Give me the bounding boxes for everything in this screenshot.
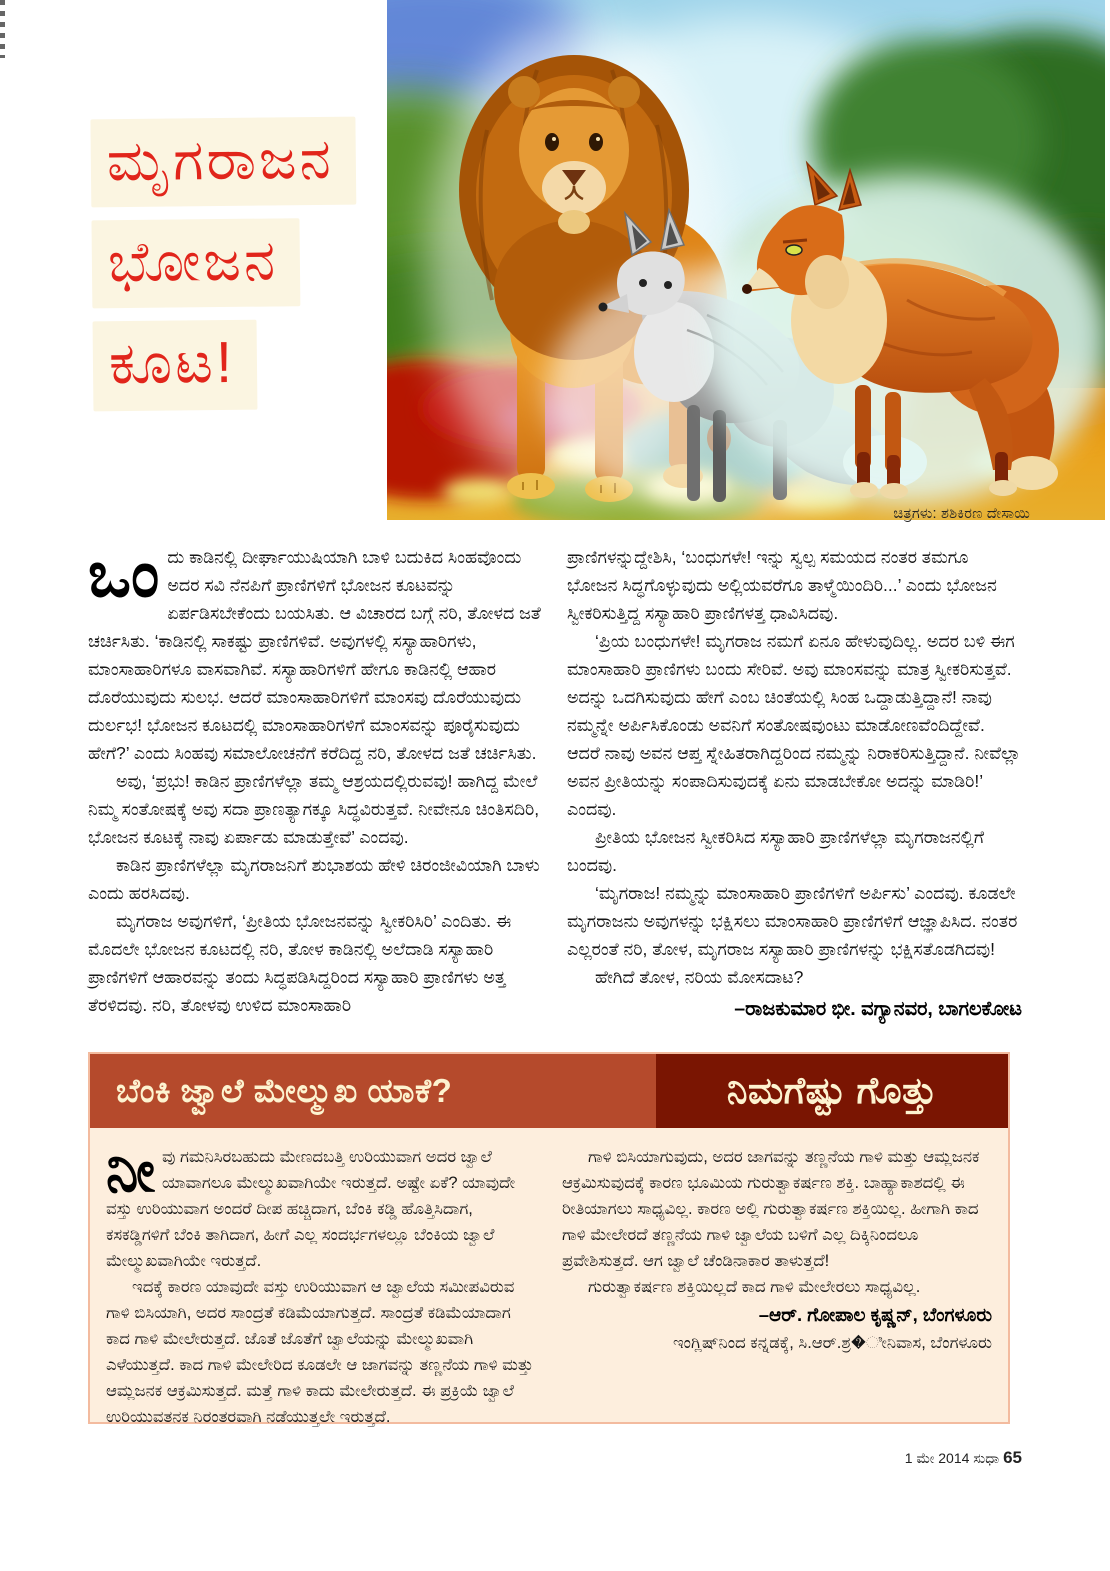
story-title-line-1: ಮೃಗರಾಜನ <box>90 117 356 208</box>
page-footer <box>905 1448 1022 1468</box>
paragraph: ಗುರುತ್ವಾಕರ್ಷಣ ಶಕ್ತಿಯಿಲ್ಲದೆ ಕಾದ ಗಾಳಿ ಮೇಲೇರಲು ಸಾಧ್ಯವಿಲ್ಲ. <box>588 1278 921 1296</box>
paragraph: ಮೃಗರಾಜ ಅವುಗಳಿಗೆ, ‘ಪ್ರೀತಿಯ ಭೋಜನವನ್ನು ಸ್ವೀಕರಿಸಿರಿ’ ಎಂದಿತು. ಈ ಮೊದಲೇ ಭೋಜನ ಕೂಟದಲ್ಲಿ ನರಿ, ತೋಳ ಕಾಡಿನಲ್ಲಿ ಅಲೆದಾಡಿ ಸಸ್ಯಾಹಾರಿ ಪ್ರಾಣಿಗಳಿಗೆ ಆಹಾರವನ್ನು ತಂದು ಸಿದ್ಧಪಡಿಸಿದ್ದರಿಂದ ಸಸ್ಯಾಹಾರಿ ಪ್ರಾಣಿಗಳು ಅತ್ತ ತೆರಳಿದವು. ನರಿ, ತೋಳವು ಉಳಿದ ಮಾಂಸಾಹಾರಿ <box>88 911 512 1015</box>
paragraph: ಅವು, ‘ಪ್ರಭು! ಕಾಡಿನ ಪ್ರಾಣಿಗಳೆಲ್ಲಾ ತಮ್ಮ ಆಶ್ರಯದಲ್ಲಿರುವವು! ಹಾಗಿದ್ದ ಮೇಲೆ ನಿಮ್ಮ ಸಂತೋಷಕ್ಕೆ ಅವು ಸದಾ ಪ್ರಾಣತ್ಯಾಗಕ್ಕೂ ಸಿದ್ಧವಿರುತ್ತವೆ. ನೀವೇನೂ ಚಿಂತಿಸದಿರಿ, ಭೋಜನ ಕೂಟಕ್ಕೆ ನಾವು ಏರ್ಪಾಡು ಮಾಡುತ್ತೇವೆ’ ಎಂದವು. <box>88 771 540 847</box>
story-right-column <box>567 543 1022 1023</box>
illustration-credit: ಚಿತ್ರಗಳು: ಶಶಿಕಿರಣ ದೇಸಾಯಿ <box>893 506 1030 522</box>
story-illustration <box>387 0 1105 520</box>
issue-date: 1 ಮೇ 2014 ಸುಧಾ <box>904 1450 1000 1466</box>
paragraph: ‘ಮೃಗರಾಜ! ನಮ್ಮನ್ನು ಮಾಂಸಾಹಾರಿ ಪ್ರಾಣಿಗಳಿಗೆ ಅರ್ಪಿಸು’ ಎಂದವು. ಕೂಡಲೇ ಮೃಗರಾಜನು ಅವುಗಳನ್ನು ಭಕ್ಷಿಸಲು ಮಾಂಸಾಹಾರಿ ಪ್ರಾಣಿಗಳಿಗೆ ಆಜ್ಞಾಪಿಸಿದ. ನಂತರ ಎಲ್ಲರಂತೆ ನರಿ, ತೋಳ, ಮೃಗರಾಜ ಸಸ್ಯಾಹಾರಿ ಪ್ರಾಣಿಗಳನ್ನು ಭಕ್ಷಿಸತೊಡಗಿದವು! <box>567 883 1018 959</box>
page-number: 65 <box>1003 1448 1022 1467</box>
author-byline: –ರಾಜಕುಮಾರ ಭೀ. ವಗ್ಯಾನವರ, ಬಾಗಲಕೋಟ <box>734 998 1022 1020</box>
science-box-body <box>90 1128 1008 1430</box>
paragraph: ಕಾಡಿನ ಪ್ರಾಣಿಗಳೆಲ್ಲಾ ಮೃಗರಾಜನಿಗೆ ಶುಭಾಶಯ ಹೇಳಿ ಚಿರಂಜೀವಿಯಾಗಿ ಬಾಳು ಎಂದು ಹರಸಿದವು. <box>88 855 540 903</box>
science-left-column <box>106 1139 536 1430</box>
story-left-column <box>88 538 543 1023</box>
story-title-line-3: ಕೂಟ! <box>93 320 258 412</box>
contributor-byline: –ಆರ್. ಗೋಪಾಲ ಕೃಷ್ಣನ್, ಬೆಂಗಳೂರು <box>758 1304 992 1325</box>
science-box-header <box>90 1054 1008 1128</box>
paragraph: ಹೇಗಿದೆ ತೋಳ, ನರಿಯ ಮೋಸದಾಟ? <box>595 967 804 987</box>
paragraph: ಪ್ರೀತಿಯ ಭೋಜನ ಸ್ವೀಕರಿಸಿದ ಸಸ್ಯಾಹಾರಿ ಪ್ರಾಣಿಗಳೆಲ್ಲಾ ಮೃಗರಾಜನಲ್ಲಿಗೆ ಬಂದವು. <box>567 827 985 875</box>
paragraph: ಗಾಳಿ ಬಿಸಿಯಾಗುವುದು, ಅದರ ಜಾಗವನ್ನು ತಣ್ಣನೆಯ ಗಾಳಿ ಮತ್ತು ಆಮ್ಲಜನಕ ಆಕ್ರಮಿಸುವುದಕ್ಕೆ ಕಾರಣ ಭೂಮಿಯ ಗುರುತ್ವಾಕರ್ಷಣ ಶಕ್ತಿ. ಬಾಹ್ಯಾಕಾಶದಲ್ಲಿ ಈ ರೀತಿಯಾಗಲು ಸಾಧ್ಯವಿಲ್ಲ. ಕಾರಣ ಅಲ್ಲಿ ಗುರುತ್ವಾಕರ್ಷಣ ಶಕ್ತಿಯಿಲ್ಲ. ಹೀಗಾಗಿ ಕಾದ ಗಾಳಿ ಮೇಲೇರದೆ ತಣ್ಣನೆಯ ಗಾಳಿ ಜ್ವಾಲೆಯ ಬಳಿಗೆ ಎಲ್ಲ ದಿಕ್ಕಿನಿಂದಲೂ ಪ್ರವೇಶಿಸುತ್ತದೆ. ಆಗ ಜ್ವಾಲೆ ಚೆಂಡಿನಾಕಾರ ತಾಳುತ್ತದೆ! <box>562 1148 980 1270</box>
illustration-svg <box>387 0 1105 520</box>
story-article <box>88 538 1022 1023</box>
story-title <box>90 117 358 425</box>
story-title-line-2: ಭೋಜನ <box>91 218 300 308</box>
science-right-column <box>562 1144 992 1430</box>
did-you-know-header: ನಿಮಗೆಷ್ಟು ಗೊತ್ತು <box>656 1054 1008 1128</box>
science-question-header: ಬೆಂಕಿ ಜ್ವಾಲೆ ಮೇಲ್ಮುಖ ಯಾಕೆ? <box>90 1054 656 1128</box>
paragraph <box>106 1139 536 1274</box>
paragraph: ಇದಕ್ಕೆ ಕಾರಣ ಯಾವುದೇ ವಸ್ತು ಉರಿಯುವಾಗ ಆ ಜ್ವಾಲೆಯ ಸಮೀಪವಿರುವ ಗಾಳಿ ಬಿಸಿಯಾಗಿ, ಅದರ ಸಾಂದ್ರತೆ ಕಡಿಮೆಯಾಗುತ್ತದೆ. ಸಾಂದ್ರತೆ ಕಡಿಮೆಯಾದಾಗ ಕಾದ ಗಾಳಿ ಮೇಲೇರುತ್ತದೆ. ಜೊತೆ ಜೊತೆಗೆ ಜ್ವಾಲೆಯನ್ನು ಮೇಲ್ಮುಖವಾಗಿ ಎಳೆಯುತ್ತದೆ. ಕಾದ ಗಾಳಿ ಮೇಲೇರಿದ ಕೂಡಲೇ ಆ ಜಾಗವನ್ನು ತಣ್ಣನೆಯ ಗಾಳಿ ಮತ್ತು ಆಮ್ಲಜನಕ ಆಕ್ರಮಿಸುತ್ತದೆ. ಮತ್ತೆ ಗಾಳಿ ಕಾದು ಮೇಲೇರುತ್ತದೆ. ಈ ಪ್ರಕ್ರಿಯೆ ಜ್ವಾಲೆ ಉರಿಯುವತನಕ ನಿರಂತರವಾಗಿ ನಡೆಯುತ್ತಲೇ ಇರುತ್ತದೆ. <box>106 1278 534 1426</box>
paragraph <box>88 538 543 767</box>
translator-credit: ಇಂಗ್ಲಿಷ್‌ನಿಂದ ಕನ್ನಡಕ್ಕೆ, ಸಿ.ಆರ್.ಶ್ರ�ೀನಿವಾಸ, ಬೆಂಗಳೂರು <box>672 1334 992 1352</box>
paragraph-text: ದು ಕಾಡಿನಲ್ಲಿ ದೀರ್ಘಾಯುಷಿಯಾಗಿ ಬಾಳಿ ಬದುಕಿದ ಸಿಂಹವೊಂದು ಅದರ ಸವಿ ನೆನಪಿಗೆ ಪ್ರಾಣಿಗಳಿಗೆ ಭೋಜನ ಕೂಟವನ್ನು ಏರ್ಪಡಿಸಬೇಕೆಂದು ಬಯಸಿತು. ಆ ವಿಚಾರದ ಬಗ್ಗೆ ನರಿ, ತೋಳದ ಜತೆ ಚರ್ಚಿಸಿತು. ‘ಕಾಡಿನಲ್ಲಿ ಸಾಕಷ್ಟು ಪ್ರಾಣಿಗಳಿವೆ. ಅವುಗಳಲ್ಲಿ ಸಸ್ಯಾಹಾರಿಗಳು, ಮಾಂಸಾಹಾರಿಗಳೂ ವಾಸವಾಗಿವೆ. ಸಸ್ಯಾಹಾರಿಗಳಿಗೆ ಹೇಗೂ ಕಾಡಿನಲ್ಲಿ ಆಹಾರ ದೊರೆಯುವುದು ಸುಲಭ. ಆದರೆ ಮಾಂಸಾಹಾರಿಗಳಿಗೆ ಮಾಂಸವು ದೊರೆಯುವುದು ದುರ್ಲಭ! ಭೋಜನ ಕೂಟದಲ್ಲಿ ಮಾಂಸಾಹಾರಿಗಳಿಗೆ ಮಾಂಸವನ್ನು ಪೂರೈಸುವುದು ಹೇಗೆ?’ ಎಂದು ಸಿಂಹವು ಸಮಾಲೋಚನೆಗೆ ಕರೆದಿದ್ದ ನರಿ, ತೋಳದ ಜತೆ ಚರ್ಚಿಸಿತು. <box>88 547 541 763</box>
paragraph: ‘ಪ್ರಿಯ ಬಂಧುಗಳೇ! ಮೃಗರಾಜ ನಮಗೆ ಏನೂ ಹೇಳುವುದಿಲ್ಲ. ಅದರ ಬಳಿ ಈಗ ಮಾಂಸಾಹಾರಿ ಪ್ರಾಣಿಗಳು ಬಂದು ಸೇರಿವೆ. ಅವು ಮಾಂಸವನ್ನು ಮಾತ್ರ ಸ್ವೀಕರಿಸುತ್ತವೆ. ಅದನ್ನು ಒದಗಿಸುವುದು ಹೇಗೆ ಎಂಬ ಚಿಂತೆಯಲ್ಲಿ ಸಿಂಹ ಒದ್ದಾಡುತ್ತಿದ್ದಾನೆ! ನಾವು ನಮ್ಮನ್ನೇ ಅರ್ಪಿಸಿಕೊಂಡು ಅವನಿಗೆ ಸಂತೋಷವುಂಟು ಮಾಡೋಣವೆಂದಿದ್ದೇವೆ. ಆದರೆ ನಾವು ಅವನ ಆಪ್ತ ಸ್ನೇಹಿತರಾಗಿದ್ದರಿಂದ ನಮ್ಮನ್ನು ನಿರಾಕರಿಸುತ್ತಿದ್ದಾನೆ. ನೀವೆಲ್ಲಾ ಅವನ ಪ್ರೀತಿಯನ್ನು ಸಂಪಾದಿಸುವುದಕ್ಕೆ ಏನು ಮಾಡಬೇಕೋ ಅದನ್ನು ಮಾಡಿರಿ!’ ಎಂದವು. <box>567 631 1021 819</box>
paragraph-text: ವು ಗಮನಿಸಿರಬಹುದು ಮೇಣದಬತ್ತಿ ಉರಿಯುವಾಗ ಅದರ ಜ್ವಾಲೆ ಯಾವಾಗಲೂ ಮೇಲ್ಮುಖವಾಗಿಯೇ ಇರುತ್ತದೆ. ಅಷ್ಟೇ ಏಕೆ? ಯಾವುದೇ ವಸ್ತು ಉರಿಯುವಾಗ ಅಂದರೆ ದೀಪ ಹಚ್ಚಿದಾಗ, ಬೆಂಕಿ ಕಡ್ಡಿ ಹೊತ್ತಿಸಿದಾಗ, ಕಸಕಡ್ಡಿಗಳಿಗೆ ಬೆಂಕಿ ತಾಗಿದಾಗ, ಹೀಗೆ ಎಲ್ಲ ಸಂದರ್ಭಗಳಲ್ಲೂ ಬೆಂಕಿಯ ಜ್ವಾಲೆ ಮೇಲ್ಮುಖವಾಗಿಯೇ ಇರುತ್ತದೆ. <box>106 1148 516 1270</box>
drop-cap: ಒಂ <box>88 538 160 610</box>
drop-cap: ನೀ <box>106 1139 155 1204</box>
science-box <box>88 1052 1010 1424</box>
print-crop-marks <box>0 0 5 58</box>
paragraph: ಪ್ರಾಣಿಗಳನ್ನುದ್ದೇಶಿಸಿ, ‘ಬಂಧುಗಳೇ! ಇನ್ನು ಸ್ವಲ್ಪ ಸಮಯದ ನಂತರ ತಮಗೂ ಭೋಜನ ಸಿದ್ಧಗೊಳ್ಳುವುದು ಅಲ್ಲಿಯವರೆಗೂ ತಾಳ್ಮೆಯಿಂದಿರಿ...’ ಎಂದು ಭೋಜನ ಸ್ವೀಕರಿಸುತ್ತಿದ್ದ ಸಸ್ಯಾಹಾರಿ ಪ್ರಾಣಿಗಳತ್ತ ಧಾವಿಸಿದವು. <box>567 547 997 623</box>
